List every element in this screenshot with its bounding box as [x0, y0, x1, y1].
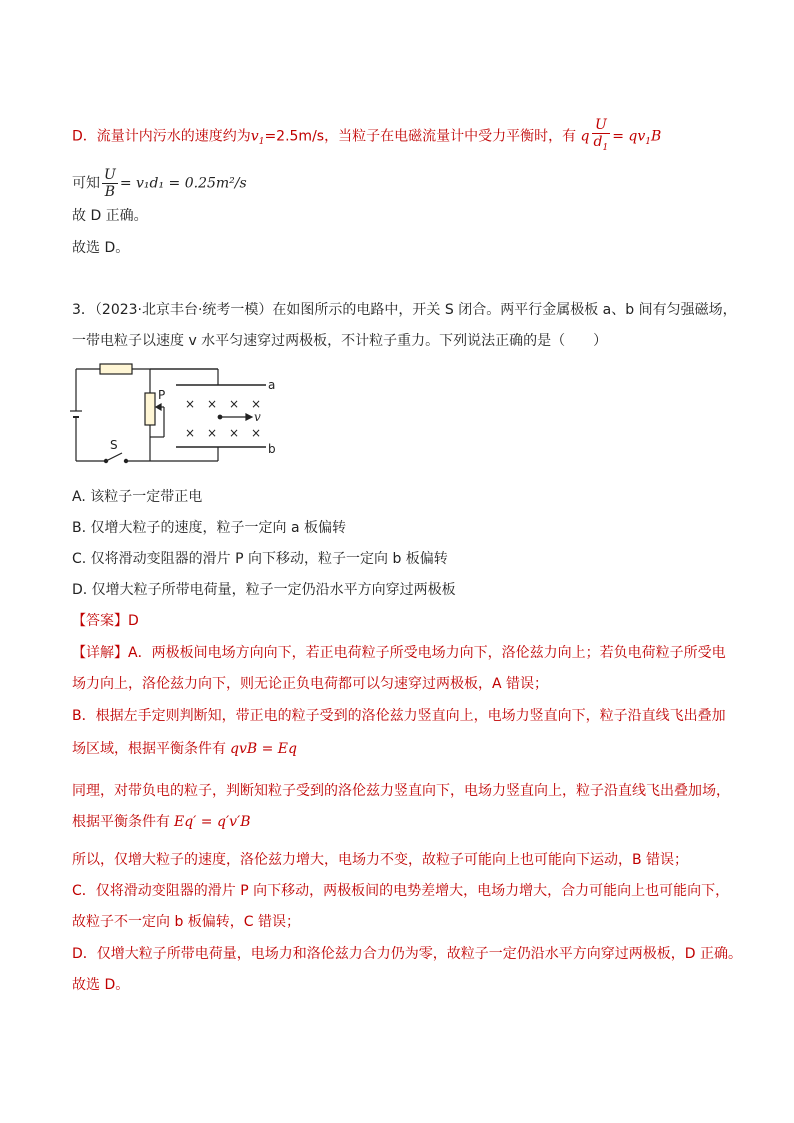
frac-u: U	[104, 167, 116, 183]
rheostat-icon	[145, 393, 155, 425]
option-b: B. 仅增大粒子的速度，粒子一定向 a 板偏转	[72, 520, 346, 536]
slider-arrow-icon	[156, 404, 161, 410]
explanation-line-4	[72, 739, 297, 759]
frac-numerator: U	[592, 117, 611, 134]
explanation-text-1: A．两极板间电场方向向下，若正电荷粒子所受电场力向下，洛伦兹力向上；若负电荷粒子所受电	[128, 645, 726, 661]
label-p: P	[158, 388, 166, 402]
explanation-line-1	[72, 643, 726, 663]
frac-b: B	[104, 184, 116, 200]
explanation-line-8: C．仅将滑动变阻器的滑片 P 向下移动，两极板间的电势差增大，电场力增大，合力可能向上也可能向下，	[72, 883, 730, 899]
equation-qvb-eq: qvB = Eq	[230, 741, 297, 757]
field-x-5: ×	[185, 426, 196, 440]
frac-denominator: d	[593, 134, 603, 150]
fraction-u-over-b	[102, 167, 118, 200]
circuit-diagram	[70, 357, 290, 465]
field-x-8: ×	[251, 426, 262, 440]
frac-denominator-sub: 1	[602, 142, 609, 153]
explanation-text-6: 根据平衡条件有	[72, 814, 170, 830]
velocity-arrow-icon	[246, 414, 252, 420]
field-x-7: ×	[229, 426, 240, 440]
eq-rhs: = qv	[612, 128, 646, 145]
resistor-icon	[100, 364, 132, 374]
label-a: a	[268, 378, 276, 392]
choose-d-prev: 故选 D。	[72, 240, 130, 256]
conclusion-d: 故 D 正确。	[72, 208, 148, 224]
kezhi-line	[72, 167, 247, 200]
v1-subscript: 1	[258, 137, 265, 148]
field-x-6: ×	[207, 426, 218, 440]
option-a: A. 该粒子一定带正电	[72, 489, 203, 505]
field-x-4: ×	[251, 397, 262, 411]
equation-eq-prime: Eq′ = q′v′B	[174, 814, 251, 830]
explanation-line-9: 故粒子不一定向 b 板偏转，C 错误；	[72, 914, 301, 930]
label-v: v	[254, 410, 261, 424]
switch-blade-icon	[106, 453, 122, 461]
explanation-line-3: B．根据左手定则判断知，带正电的粒子受到的洛伦兹力竖直向上，电场力竖直向下，粒子沿直线飞出叠加	[72, 708, 726, 724]
label-s: S	[110, 438, 118, 452]
explanation-line-5: 同理，对带负电的粒子，判断知粒子受到的洛伦兹力竖直向下，电场力竖直向上，粒子沿直线飞出叠加场，	[72, 783, 730, 799]
solution-d-text: D．流量计内污水的速度约为	[72, 128, 251, 145]
field-x-3: ×	[229, 397, 240, 411]
option-c: C. 仅将滑动变阻器的滑片 P 向下移动，粒子一定向 b 板偏转	[72, 551, 448, 567]
particle-dot	[218, 415, 222, 419]
eq-rhs-sub: 1	[645, 137, 652, 148]
label-b: b	[268, 442, 276, 456]
explanation-line-11: 故选 D。	[72, 977, 130, 993]
kezhi-rhs: = v₁d₁ = 0.25m²/s	[119, 175, 247, 192]
eq-q: q	[580, 128, 590, 145]
eq-rhs-b: B	[651, 128, 662, 145]
kezhi-prefix: 可知	[72, 175, 100, 192]
option-d: D. 仅增大粒子所带电荷量，粒子一定仍沿水平方向穿过两极板	[72, 582, 456, 598]
explanation-line-6	[72, 812, 251, 832]
answer-value: D	[128, 613, 139, 629]
v1-symbol: v	[250, 128, 259, 145]
field-x-1: ×	[185, 397, 196, 411]
question-line-1: 3．（2023·北京丰台·统考一模）在如图所示的电路中，开关 S 闭合。两平行金属极板 a、b 间有匀强磁场，	[72, 302, 737, 318]
explanation-line-7: 所以，仅增大粒子的速度，洛伦兹力增大，电场力不变，故粒子可能向上也可能向下运动，B 错误；	[72, 852, 689, 868]
field-x-2: ×	[207, 397, 218, 411]
solution-d-mid: =2.5m/s，当粒子在电磁流量计中受力平衡时，有	[264, 128, 577, 145]
answer-line	[72, 611, 139, 631]
question-line-2: 一带电粒子以速度 v 水平匀速穿过两极板，不计粒子重力。下列说法正确的是（ ）	[72, 333, 608, 349]
explanation-line-2: 场力向上，洛伦兹力向下，则无论正负电荷都可以匀速穿过两极板，A 错误；	[72, 676, 549, 692]
answer-label: 【答案】	[72, 613, 128, 629]
fraction-u-over-d1	[592, 117, 611, 156]
explanation-line-10: D．仅增大粒子所带电荷量，电场力和洛伦兹力合力仍为零，故粒子一定仍沿水平方向穿过两极板，D 正确。	[72, 946, 743, 962]
explanation-label: 【详解】	[72, 645, 128, 661]
solution-d-line	[72, 117, 661, 156]
explanation-text-4: 场区域，根据平衡条件有	[72, 741, 226, 757]
